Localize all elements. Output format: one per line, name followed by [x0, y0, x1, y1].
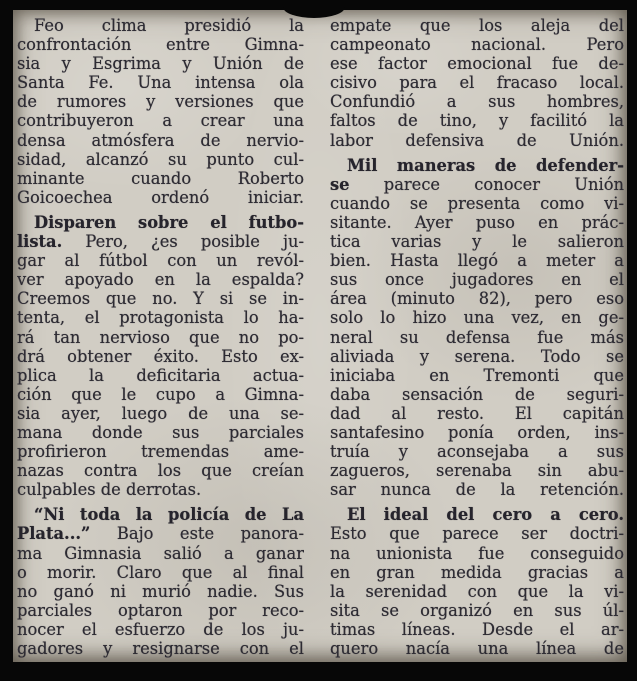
text-line: [330, 524, 624, 543]
text-line: [17, 480, 304, 499]
body-text: la serenidad con que la vi-: [330, 581, 624, 601]
body-text: de rumores y versiones que: [17, 92, 304, 112]
body-text: ver apoyado en la espalda?: [17, 270, 304, 290]
text-line: [330, 308, 624, 327]
text-line: [330, 289, 624, 308]
body-text: ma Gimnasia salió a ganar: [17, 543, 304, 563]
article-columns: [13, 10, 627, 662]
body-text: plica la deficitaria actua-: [17, 365, 304, 385]
text-line: [17, 54, 304, 73]
paragraph: [17, 213, 304, 499]
text-line: [17, 385, 304, 404]
body-text: Esto que parece ser doctri-: [330, 524, 624, 544]
body-text: culpables de derrotas.: [17, 480, 202, 500]
paragraph: [17, 16, 304, 207]
body-text: truía y aconsejaba a sus: [330, 442, 624, 462]
body-text: área (minuto 82), pero eso: [330, 289, 624, 309]
body-text: sar nunca de la retención.: [330, 480, 624, 500]
text-line: [17, 620, 304, 639]
text-line: [330, 582, 624, 601]
newsprint-column-left: [17, 16, 304, 662]
body-text: campeonato nacional. Pero: [330, 35, 624, 55]
text-line: [330, 385, 624, 404]
text-line: [330, 563, 624, 582]
body-text: santafesino ponía orden, ins-: [330, 422, 624, 442]
newsprint-column-right: [330, 16, 624, 662]
body-text: tenta, el protagonista lo ha-: [17, 308, 304, 328]
bold-lead-text: Mil maneras de defender-: [347, 155, 624, 175]
body-text: timas líneas. Desde el ar-: [330, 619, 624, 639]
body-text: nocer el esfuerzo de los ju-: [17, 619, 304, 639]
bold-lead-text: se: [330, 174, 350, 194]
text-line: [330, 131, 624, 150]
text-line: [330, 251, 624, 270]
text-line: [17, 111, 304, 130]
text-line: [17, 92, 304, 111]
body-text: no ganó ni murió nadie. Sus: [17, 581, 304, 601]
body-text: sus once jugadores en el: [330, 270, 624, 290]
body-text: Bajo este panora-: [90, 524, 304, 544]
body-text: ese factor emocional fue de-: [330, 54, 624, 74]
body-text: profirieron tremendas ame-: [17, 442, 304, 462]
text-line: [330, 601, 624, 620]
body-text: iniciaba en Tremonti que: [330, 365, 624, 385]
body-text: Pero, ¿es posible ju-: [62, 232, 304, 252]
text-line: [17, 461, 304, 480]
text-line: [330, 366, 624, 385]
body-text: sita se organizó en sus úl-: [330, 600, 624, 620]
body-text: cisivo para el fracaso local.: [330, 73, 624, 93]
body-text: drá obtener éxito. Esto ex-: [17, 346, 304, 366]
body-text: mana donde sus parciales: [17, 422, 304, 442]
text-line: [330, 73, 624, 92]
text-line: [17, 505, 304, 524]
text-line: [17, 544, 304, 563]
text-line: [330, 328, 624, 347]
body-text: minante cuando Roberto: [17, 168, 304, 188]
body-text: sidad, alcanzó su punto cul-: [17, 149, 304, 169]
bold-lead-text: Plata...”: [17, 524, 91, 544]
body-text: tica varias y le salieron: [330, 232, 624, 252]
body-text: contribuyeron a crear una: [17, 111, 304, 131]
text-line: [330, 111, 624, 130]
body-text: Creemos que no. Y si se in-: [17, 289, 304, 309]
text-line: [330, 35, 624, 54]
text-line: [330, 194, 624, 213]
body-text: parece conocer Unión: [349, 174, 624, 194]
text-line: [330, 480, 624, 499]
text-line: [17, 404, 304, 423]
text-line: [330, 620, 624, 639]
body-text: sia y Esgrima y Unión de: [17, 54, 304, 74]
text-line: [17, 150, 304, 169]
body-text: empate que los aleja del: [330, 16, 624, 35]
text-line: [17, 131, 304, 150]
text-line: [17, 524, 304, 543]
body-text: dad al resto. El capitán: [330, 403, 624, 423]
body-text: sitante. Ayer puso en prác-: [330, 212, 624, 232]
text-line: [17, 563, 304, 582]
paragraph: [330, 16, 624, 150]
paragraph: [330, 156, 624, 500]
paragraph: [330, 505, 624, 658]
body-text: Santa Fe. Una intensa ola: [17, 73, 304, 93]
body-text: bien. Hasta llegó a meter a: [330, 251, 624, 271]
text-line: [330, 442, 624, 461]
text-line: [330, 156, 624, 175]
text-line: [17, 639, 304, 658]
body-text: gadores y resignarse con el: [17, 639, 304, 658]
body-text: nazas contra los que creían: [17, 461, 304, 481]
text-line: [17, 270, 304, 289]
text-line: [17, 169, 304, 188]
text-line: [17, 35, 304, 54]
text-line: [17, 73, 304, 92]
text-line: [17, 289, 304, 308]
text-line: [17, 601, 304, 620]
body-text: cuando se presenta como vi-: [330, 193, 624, 213]
text-line: [17, 251, 304, 270]
paragraph: [17, 505, 304, 658]
text-line: [330, 54, 624, 73]
body-text: confrontación entre Gimna-: [17, 35, 304, 55]
body-text: o morir. Claro que al final: [17, 562, 304, 582]
text-line: [17, 423, 304, 442]
body-text: sia ayer, luego de una se-: [17, 403, 304, 423]
text-line: [330, 423, 624, 442]
body-text: faltos de tino, y facilitó la: [330, 111, 624, 131]
text-line: [17, 347, 304, 366]
text-line: [17, 308, 304, 327]
body-text: solo lo hizo una vez, en ge-: [330, 308, 624, 328]
bold-lead-text: Disparen sobre el futbo-: [34, 212, 304, 232]
body-text: Feo clima presidió la: [34, 16, 304, 35]
bold-lead-text: “Ni toda la policía de La: [34, 505, 304, 525]
text-line: [17, 188, 304, 207]
text-line: [330, 639, 624, 658]
text-line: [17, 366, 304, 385]
text-line: [17, 582, 304, 601]
text-line: [17, 16, 304, 35]
text-line: [17, 442, 304, 461]
body-text: aliviada y serena. Todo se: [330, 346, 624, 366]
text-line: [330, 461, 624, 480]
text-line: [330, 16, 624, 35]
text-line: [330, 270, 624, 289]
text-line: [17, 213, 304, 232]
body-text: na unionista fue conseguido: [330, 543, 624, 563]
newsprint-paper: [13, 10, 627, 662]
body-text: parciales optaron por reco-: [17, 600, 304, 620]
text-line: [330, 213, 624, 232]
bold-lead-text: El ideal del cero a cero.: [347, 505, 624, 525]
text-line: [330, 544, 624, 563]
body-text: ción que le cupo a Gimna-: [17, 384, 304, 404]
text-line: [17, 232, 304, 251]
bold-lead-text: lista.: [17, 232, 63, 252]
text-line: [330, 347, 624, 366]
text-line: [330, 232, 624, 251]
text-line: [330, 505, 624, 524]
body-text: en gran medida gracias a: [330, 562, 624, 582]
text-line: [330, 404, 624, 423]
body-text: densa atmósfera de nervio-: [17, 130, 304, 150]
body-text: Goicoechea ordenó iniciar.: [17, 187, 304, 207]
text-line: [330, 175, 624, 194]
body-text: labor defensiva de Unión.: [330, 130, 624, 150]
text-line: [17, 328, 304, 347]
body-text: daba sensación de seguri-: [330, 384, 624, 404]
body-text: zagueros, serenaba sin abu-: [330, 461, 624, 481]
text-line: [330, 92, 624, 111]
body-text: quero nacía una línea de: [330, 639, 624, 658]
body-text: neral su defensa fue más: [330, 327, 624, 347]
body-text: gar al fútbol con un revól-: [17, 251, 304, 271]
body-text: Confundió a sus hombres,: [330, 92, 624, 112]
body-text: rá tan nervioso que no po-: [17, 327, 304, 347]
